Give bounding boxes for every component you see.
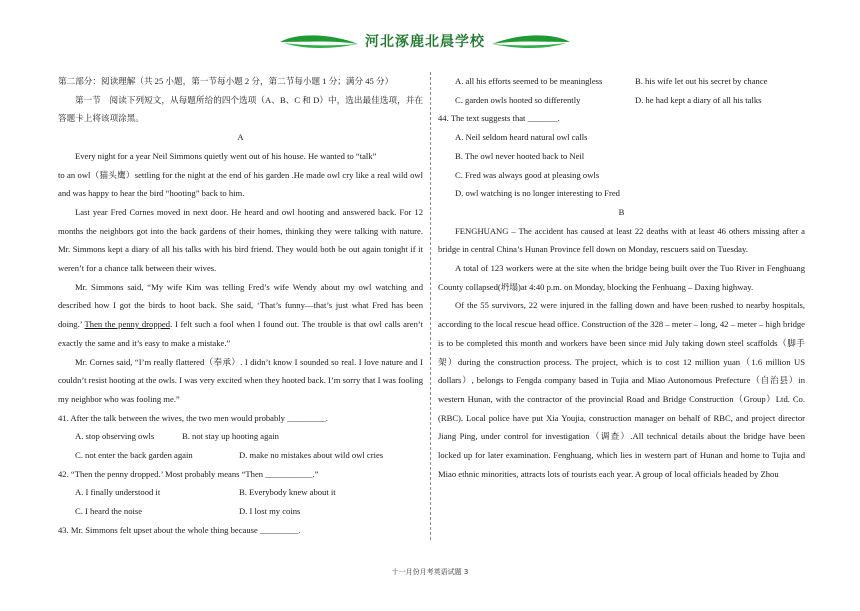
page-footer: 十一月份月考英语试题 3: [391, 568, 469, 576]
q44-option-a: A. Neil seldom heard natural owl calls: [455, 132, 588, 143]
column-divider: [430, 72, 431, 540]
question-43: 43. Mr. Simmons felt upset about the whole thing because _________.: [58, 524, 301, 535]
q41-option-c: C. not enter the back garden again: [75, 450, 193, 461]
section-title: 第二部分：阅读理解（共 25 小题，第一节每小题 2 分，第二节每小题 1 分；满分 45 分）: [58, 76, 394, 86]
passage-a-p3: [58, 278, 423, 353]
q42-options-row1: [58, 483, 423, 502]
q41-option-d: D. make no mistakes about wild owl cries: [239, 450, 384, 461]
p3-after: . I felt such a fool when I found out. The trouble is that owl calls aren’t exactly the same and it’s easy to make a mistake.”: [58, 319, 423, 348]
p3-before: Mr. Simmons said, “My wife Kim was telling Fred’s wife Wendy about my owl watching and described how I got the birds to hoot back. She said, ‘That’s funny—that’s just what Fred has been doing.’: [58, 281, 423, 330]
instruction: 第一节 阅读下列短文，从每题所给的四个选项（A、B、C 和 D）中，选出最佳选项，并在答题卡上将该项涂黑。: [58, 94, 423, 124]
p3-underlined-phrase: Then the penny dropped: [84, 319, 171, 330]
passage-a-label: A: [237, 132, 244, 143]
q43-option-c: C. garden owls hooted so differently: [455, 94, 581, 105]
q43-options-row1: [438, 72, 805, 91]
school-name: 河北涿鹿北晨学校: [365, 34, 485, 50]
passage-a-p1-line1: Every night for a year Neil Simmons quietly went out of his house. He wanted to “talk”: [75, 150, 377, 161]
q41-options-row2: [58, 446, 423, 465]
passage-b-p3: Of the 55 survivors, 22 were injured in the falling down and have been rushed to nearby hospitals, according to the local rescue head office. Construction of the 328 – meter – long, 42 – meter – high bridge is to be completed this month and workers have been since mid July taking down steel scaffolds（脚手架）during the construction process. The project, which is to cost 12 million yuan（1.6 million US dollars）, belongs to Fengda company based in Tujia and Miao Autonomous Prefecture（自治县）in western Hunan, with the contractor of the provincial Road and Bridge Construction（Group）Ltd. Co. (RBC). Local police have put Xia Youjia, construction manager on behalf of RBC, and project director Jiang Ping, under control for investigation（调查）.All technical details about the bridge have been locked up for later examination. Fenghuang, which lies in western part of Hunan and home to Tujia and Miao ethnic minorities, attracts lots of tourists each year. A group of local officials headed by Zhou: [438, 300, 805, 479]
leaf-ornament-left-icon: [278, 30, 360, 52]
q43-option-b: B. his wife let out his secret by chance: [635, 76, 768, 86]
q42-option-d: D. I lost my coins: [239, 506, 301, 517]
q44-option-d: D. owl watching is no longer interesting to Fred: [455, 188, 620, 199]
question-42: 42. “Then the penny dropped.’ Most probably means “Then ___________.”: [58, 468, 319, 479]
passage-b-p1: FENGHUANG – The accident has caused at least 22 deaths with at least 46 others missing after a bridge in central China’s Hunan Province fell down on Monday, rescuers said on Tuesday.: [438, 225, 805, 255]
q43-options-row2: [438, 91, 805, 110]
q43-option-a: A. all his efforts seemed to be meaningless: [455, 76, 603, 86]
q42-options-row2: [58, 502, 423, 521]
page-header: [0, 28, 860, 54]
q44-option-b: B. The owl never hooted back to Neil: [455, 150, 585, 161]
passage-a-p4: Mr. Cornes said, “I’m really flattered（奉承）. I didn’t know I sounded so real. I love nature and I couldn’t resist hooting at the owls. I was very excited when they hooted back. I’m sorry that I was fooling my neighbor who was fooling me.”: [58, 356, 423, 404]
q43-option-d: D. he had kept a diary of all his talks: [635, 94, 762, 105]
q41-option-b: B. not stay up hooting again: [182, 431, 279, 442]
q42-option-c: C. I heard the noise: [75, 506, 143, 517]
leaf-ornament-right-icon: [490, 30, 572, 52]
passage-b-label: B: [618, 206, 625, 217]
q41-option-a: A. stop observing owls: [75, 431, 155, 442]
q44-option-c: C. Fred was always good at pleasing owls: [455, 169, 600, 180]
left-column: [58, 72, 423, 540]
q42-option-a: A. I finally understood it: [75, 487, 161, 498]
passage-a-p1-rest: to an owl（猫头鹰）settling for the night at the end of his garden .He made owl cry like a real wild owl and was happy to hear the bird “hooting” back to him.: [58, 169, 423, 199]
passage-a-p2: Last year Fred Cornes moved in next door. He heard and owl hooting and answered back. For 12 months the neighbors got into the back gardens of their homes, thinking they were talking with nature. Mr. Simmons kept a diary of all his talks with his bird friend. They would both be out again tonight if it weren’t for a chance talk between their wives.: [58, 206, 423, 274]
right-column: [438, 72, 805, 483]
question-41: 41. After the talk between the wives, the two men would probably _________.: [58, 412, 328, 423]
passage-b-p2: A total of 123 workers were at the site when the bridge being built over the Tuo River in Fenghuang County collapsed(坍塌)at 4:40 p.m. on Monday, blocking the Fenhuang – Daxing highway.: [438, 263, 805, 292]
q41-options-row1: [58, 427, 423, 446]
question-44: 44. The text suggests that _______.: [438, 113, 560, 124]
q42-option-b: B. Everybody knew about it: [239, 487, 336, 498]
